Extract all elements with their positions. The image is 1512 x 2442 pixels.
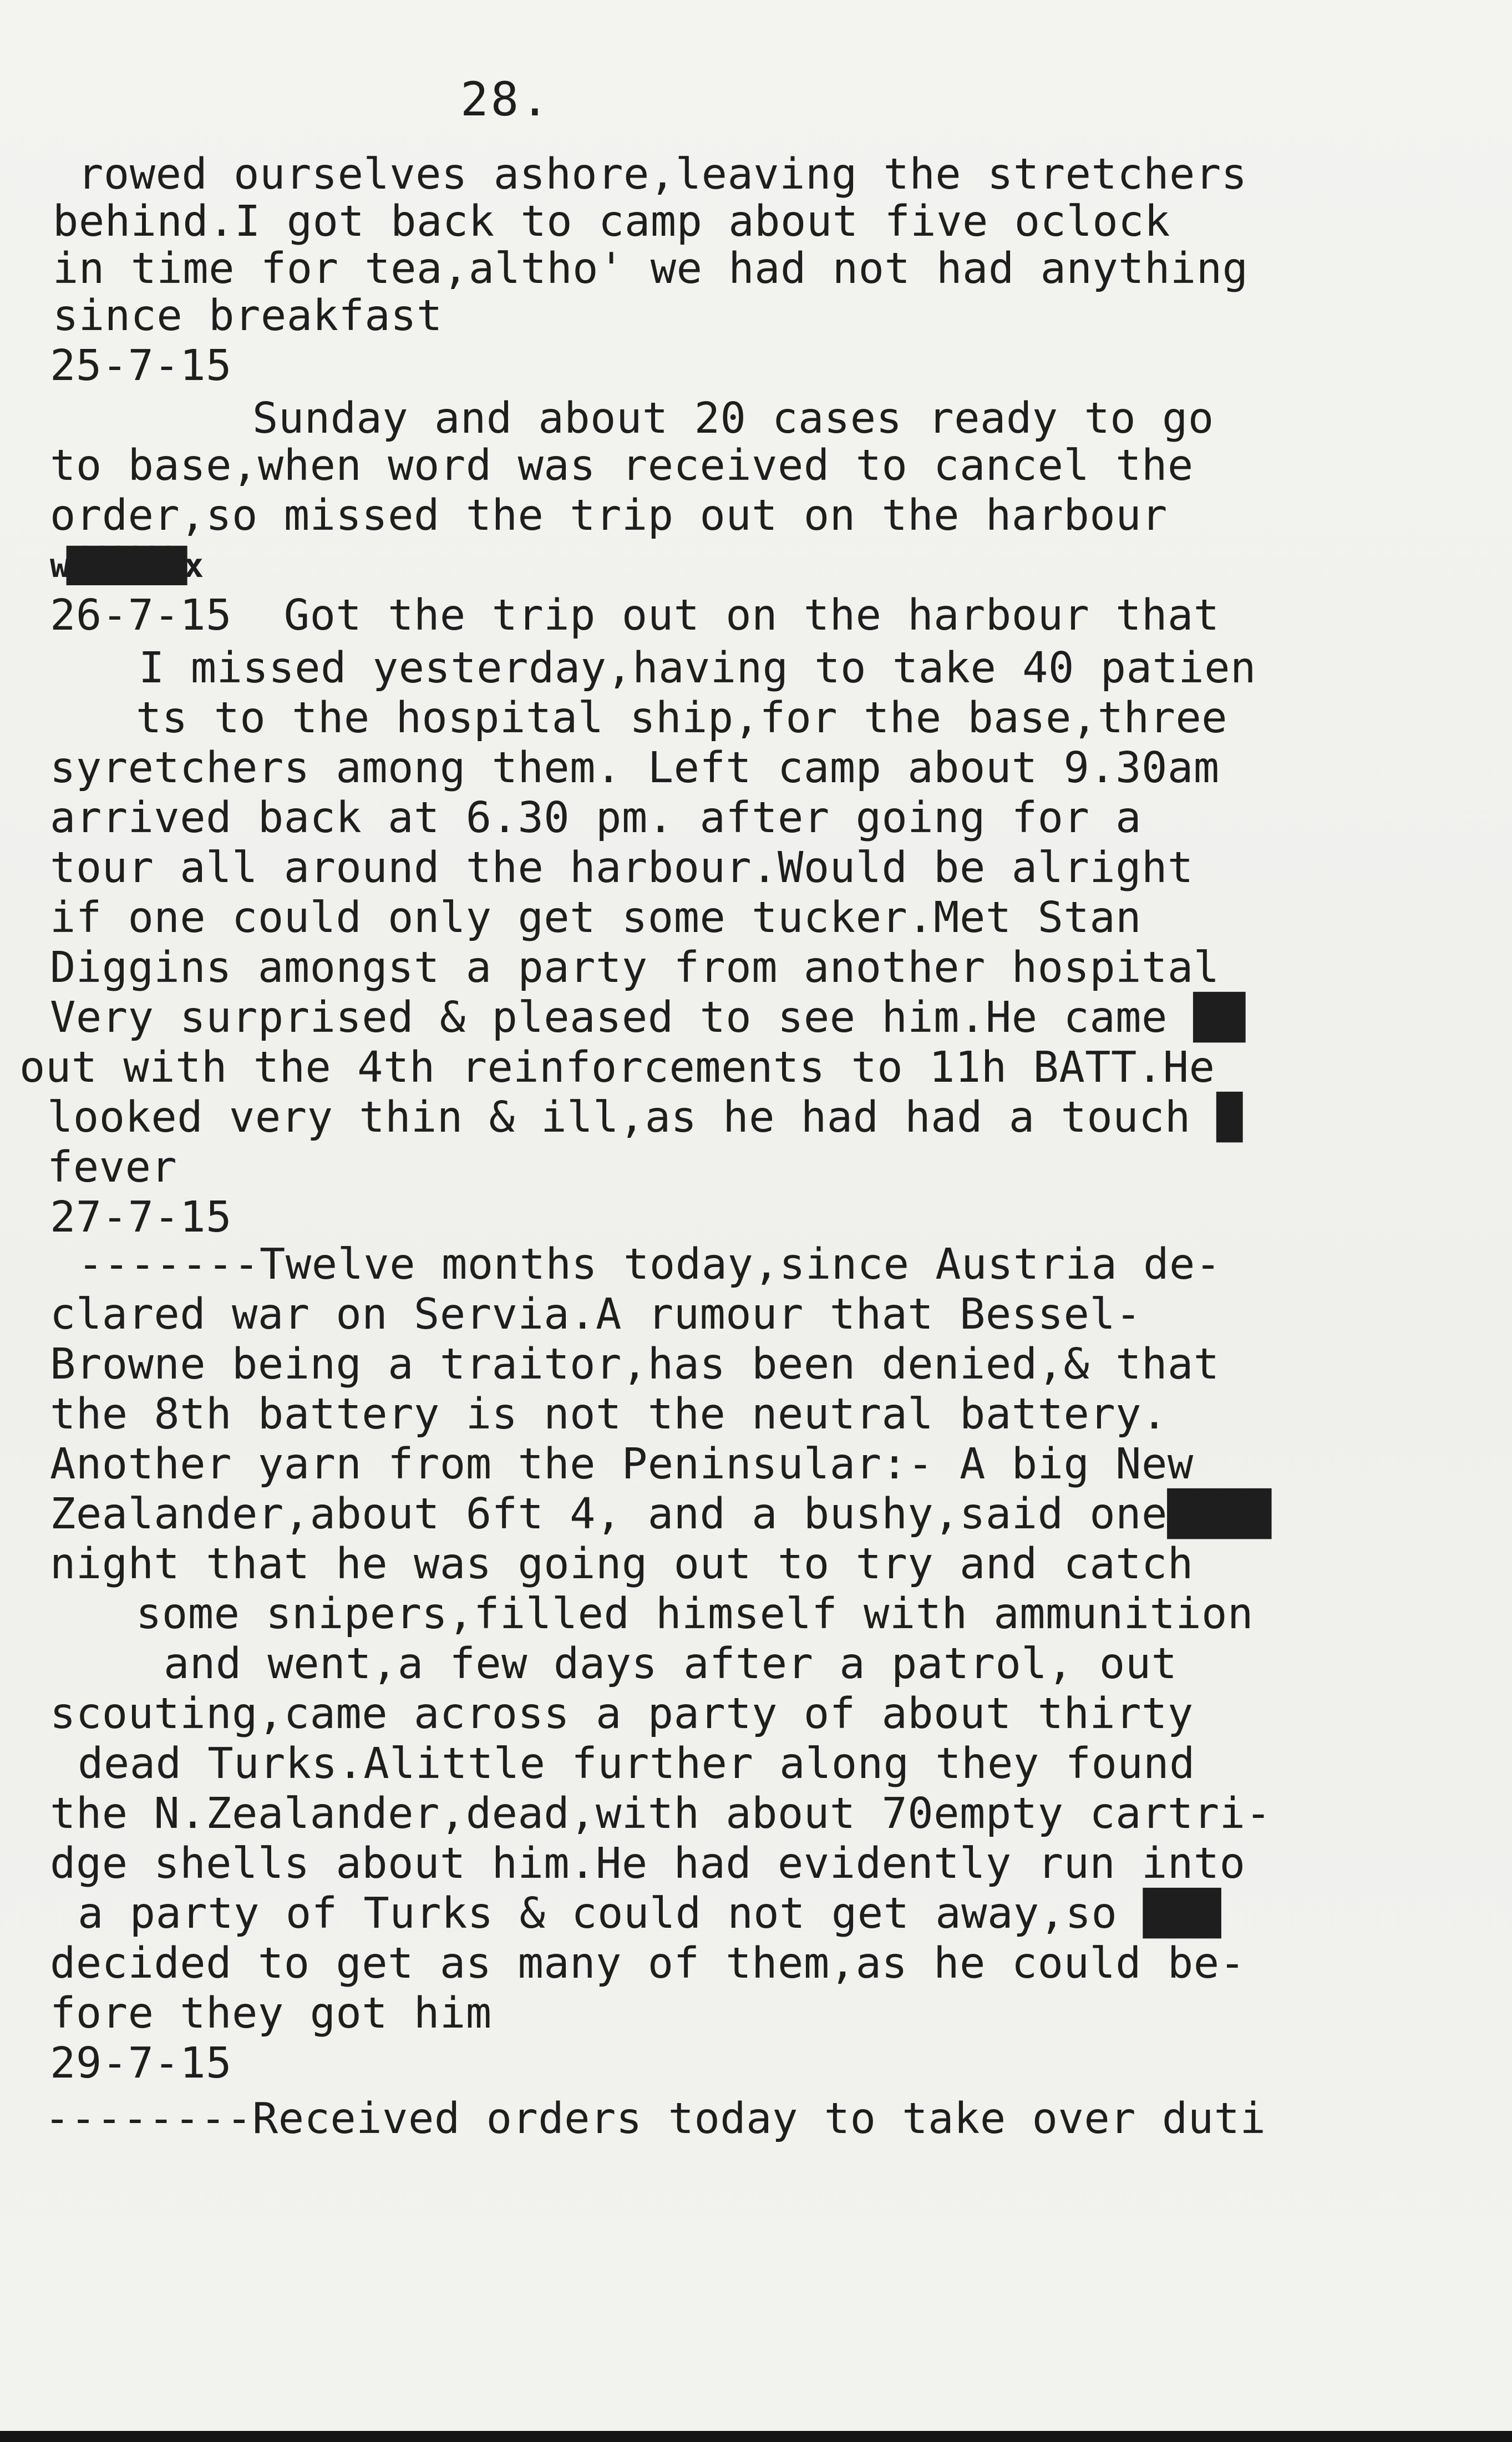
- text-line: syretchers among them. Left camp about 9.30am: [50, 743, 1220, 793]
- text-line: scouting,came across a party of about thirty: [50, 1689, 1194, 1739]
- page-number: 28.: [460, 72, 551, 126]
- text-line: to base,when word was received to cancel the: [50, 441, 1194, 490]
- text-line: behind.I got back to camp about five oclock: [53, 197, 1170, 246]
- text-line: clared war on Servia.A rumour that Bessel-: [50, 1290, 1142, 1339]
- text-line: out with the 4th reinforcements to 11h BATT.He: [19, 1043, 1215, 1092]
- text-line: and went,a few days after a patrol, out: [164, 1639, 1178, 1689]
- struck-out-text: w███████x: [50, 546, 201, 585]
- text-line: tour all around the harbour.Would be alright: [50, 843, 1194, 893]
- text-line: arrived back at 6.30 pm. after going for a: [50, 793, 1142, 843]
- text-line: some snipers,filled himself with ammunition: [136, 1589, 1254, 1639]
- text-line: Another yarn from the Peninsular:- A big New: [50, 1440, 1194, 1489]
- text-line: -------Twelve months today,since Austria de-: [78, 1240, 1221, 1289]
- text-line: I missed yesterday,having to take 40 patien: [139, 644, 1256, 693]
- text-line: dead Turks.Alittle further along they found: [78, 1739, 1195, 1789]
- text-line: dge shells about him.He had evidently run into: [50, 1839, 1246, 1888]
- text-line: ts to the hospital ship,for the base,three: [136, 693, 1228, 743]
- text-line: Diggins amongst a party from another hospital: [50, 943, 1220, 992]
- text-line: looked very thin & ill,as he had had a touch █: [47, 1093, 1243, 1142]
- text-line: Zealander,about 6ft 4, and a bushy,said one████: [50, 1489, 1272, 1539]
- text-line: --------Received orders today to take over duti: [44, 2094, 1266, 2144]
- entry-date: 25-7-15: [50, 341, 232, 391]
- scan-edge: [0, 2431, 1512, 2442]
- text-line: Browne being a traitor,has been denied,& that: [50, 1340, 1220, 1389]
- text-line: decided to get as many of them,as he could be-: [50, 1939, 1246, 1988]
- text-line: the 8th battery is not the neutral battery.: [50, 1390, 1168, 1439]
- text-line: a party of Turks & could not get away,so ███: [78, 1889, 1221, 1938]
- entry-date: 27-7-15: [50, 1193, 232, 1242]
- text-line: if one could only get some tucker.Met Stan: [50, 893, 1142, 943]
- text-line: fever: [47, 1143, 177, 1192]
- text-line: Very surprised & pleased to see him.He came ██: [50, 993, 1246, 1042]
- text-line: Sunday and about 20 cases ready to go: [252, 394, 1214, 443]
- text-line: order,so missed the trip out on the harbour: [50, 491, 1168, 540]
- entry-date-line: 26-7-15 Got the trip out on the harbour that: [50, 591, 1220, 640]
- text-line: since breakfast: [53, 291, 443, 341]
- text-line: fore they got him: [50, 1989, 492, 2038]
- entry-date: 29-7-15: [50, 2039, 232, 2088]
- text-line: in time for tea,altho' we had not had anything: [53, 244, 1249, 293]
- text-line: rowed ourselves ashore,leaving the stretchers: [78, 150, 1247, 199]
- text-line: the N.Zealander,dead,with about 70empty cartri-: [50, 1789, 1272, 1838]
- text-line: night that he was going out to try and catch: [50, 1539, 1194, 1589]
